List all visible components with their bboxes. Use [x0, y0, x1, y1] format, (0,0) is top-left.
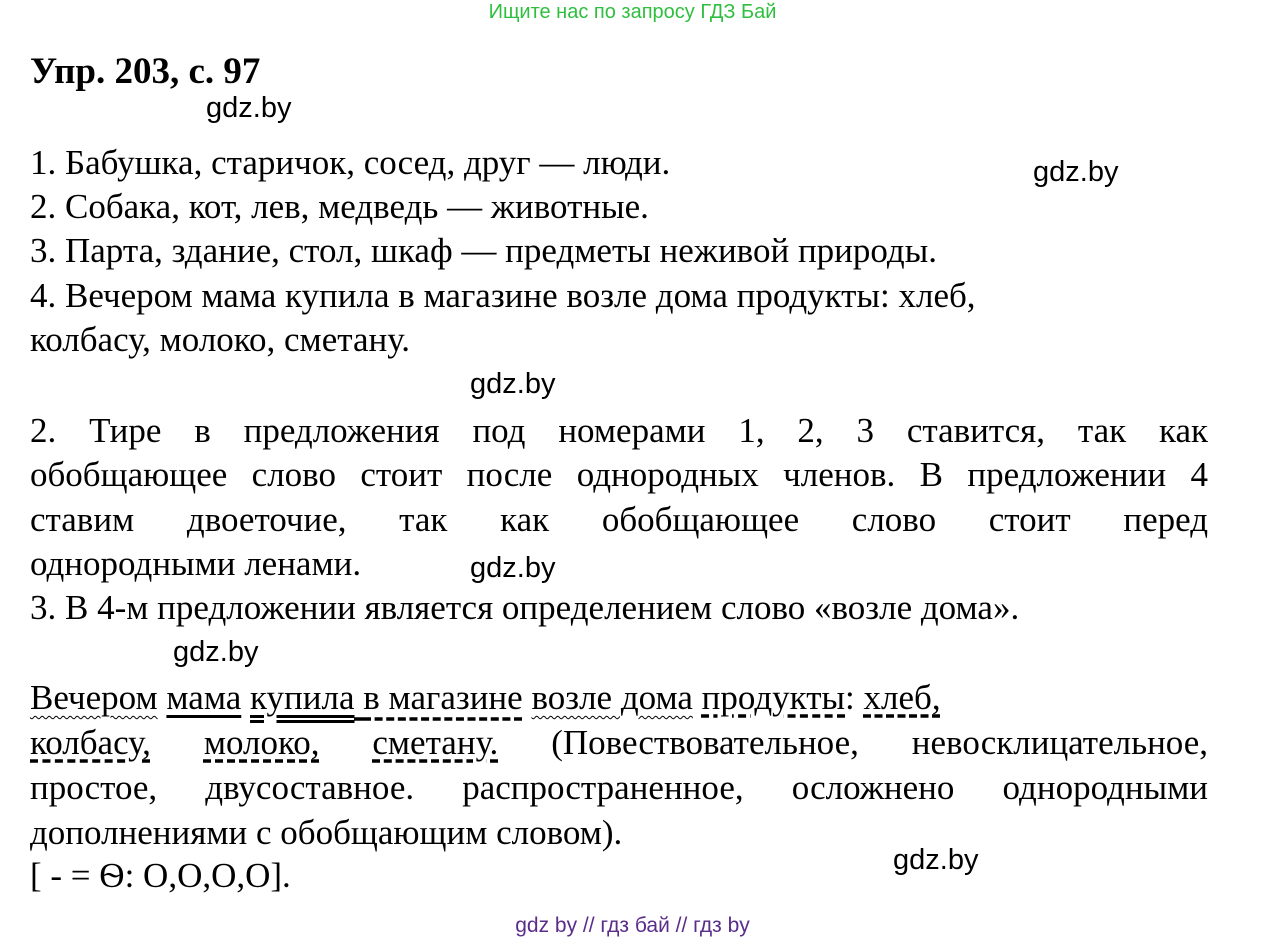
- homogeneous-object: молоко,: [203, 723, 320, 762]
- object-word: продукты: [701, 678, 846, 717]
- watermark: gdz.by: [173, 636, 259, 668]
- exercise-heading: Упр. 203, с. 97: [30, 51, 261, 92]
- explanation-line: ставим двоеточие, так как обобщающее слово стоит перед: [30, 500, 1208, 539]
- attribute-phrase: возле дома: [531, 678, 693, 717]
- answer-line: 3. Парта, здание, стол, шкаф — предметы неживой природы.: [30, 231, 937, 270]
- watermark: gdz.by: [206, 92, 292, 124]
- subject-word: мама: [166, 678, 242, 717]
- watermark: gdz.by: [470, 552, 556, 584]
- watermark: gdz.by: [1033, 156, 1119, 188]
- watermark: gdz.by: [470, 368, 556, 400]
- sentence-scheme: [ - = Ѳ: О,О,О,О].: [30, 856, 291, 895]
- characteristic-line: дополнениями с обобщающим словом).: [30, 813, 623, 852]
- homogeneous-object: хлеб,: [863, 678, 941, 717]
- homogeneous-object: колбасу,: [30, 723, 151, 762]
- analyzed-sentence-line: [30, 676, 941, 720]
- characteristic-text: (Повествовательное, невосклицательное,: [551, 723, 1209, 762]
- answer-line: 3. В 4-м предложении является определением слово «возле дома».: [30, 588, 1020, 627]
- adverbial-word: Вечером: [30, 678, 158, 717]
- watermark: gdz.by: [893, 844, 979, 876]
- predicate-word: купила: [250, 678, 355, 717]
- adverbial-phrase: в магазине: [363, 678, 523, 717]
- colon: :: [845, 678, 855, 717]
- homogeneous-object: сметану.: [372, 723, 499, 762]
- explanation-line: 2. Тире в предложения под номерами 1, 2, 3 ставится, так как: [30, 411, 1208, 450]
- analyzed-sentence-line: [30, 720, 1208, 765]
- top-banner: Ищите нас по запросу ГДЗ Бай: [488, 1, 777, 23]
- answer-line: колбасу, молоко, сметану.: [30, 320, 410, 359]
- explanation-line: однородными ленами.: [30, 544, 362, 583]
- answer-line: 1. Бабушка, старичок, сосед, друг — люди.: [30, 143, 671, 182]
- answer-line: 2. Собака, кот, лев, медведь — животные.: [30, 187, 649, 226]
- answer-line: 4. Вечером мама купила в магазине возле дома продукты: хлеб,: [30, 276, 976, 315]
- characteristic-line: простое, двусоставное. распространенное, осложнено однородными: [30, 768, 1208, 807]
- explanation-line: обобщающее слово стоит после однородных членов. В предложении 4: [30, 455, 1208, 494]
- footer-links: gdz by // гдз бай // гдз by: [515, 914, 750, 937]
